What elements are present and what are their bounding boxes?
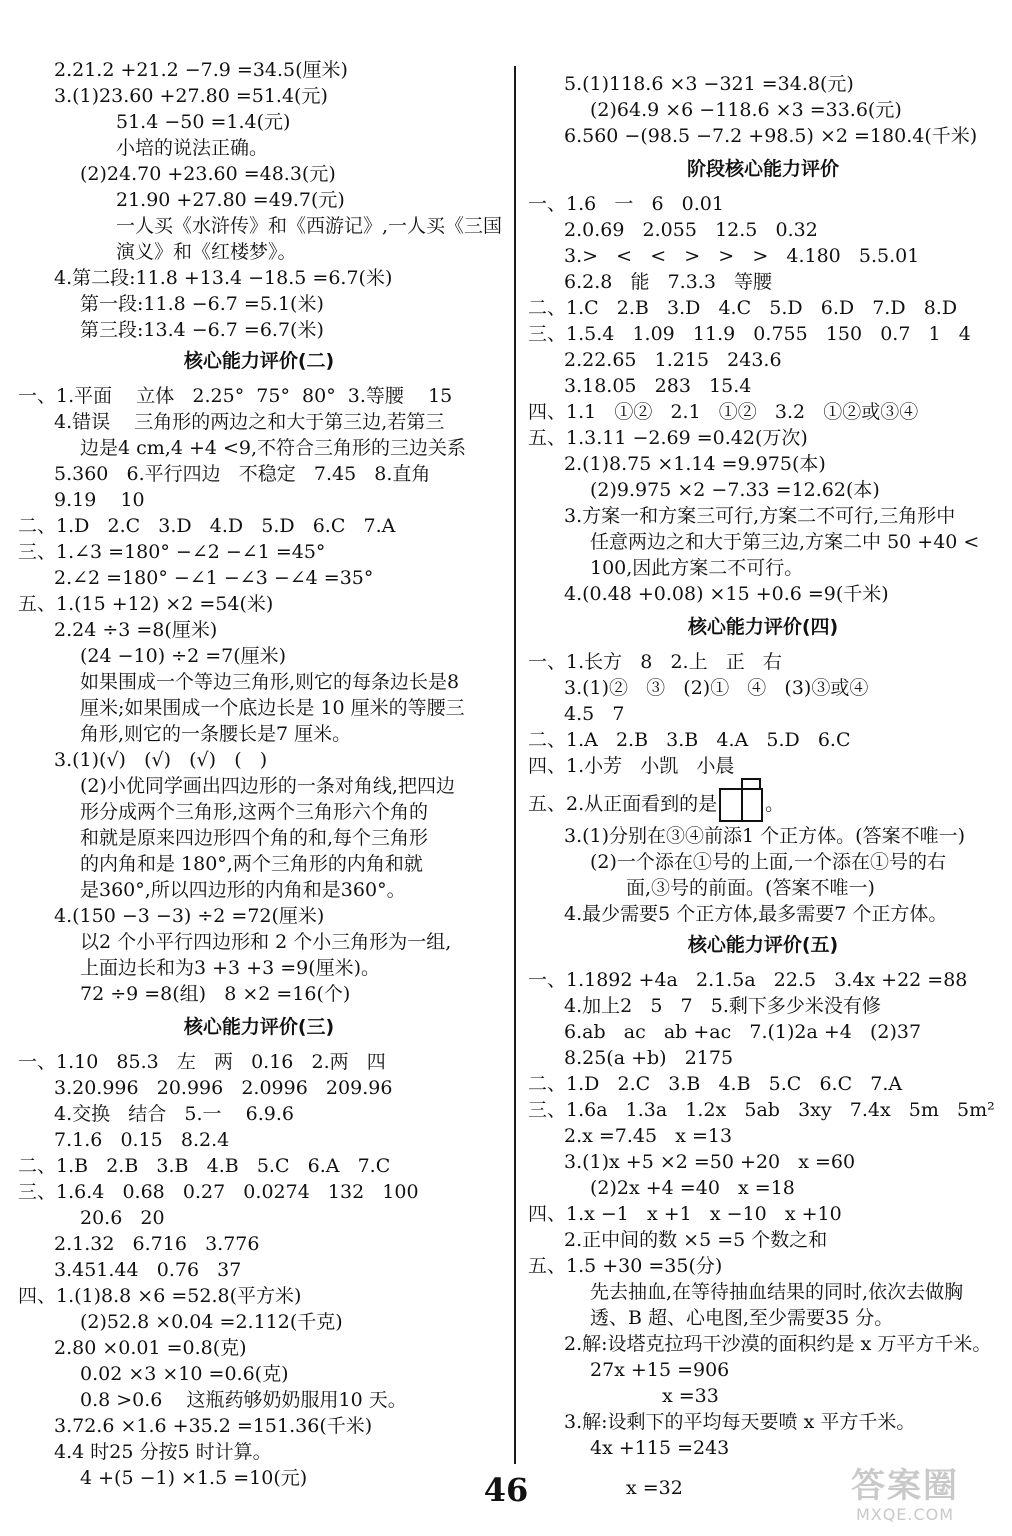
answer-line: 2.21.2 +21.2 −7.9 =34.5(厘米) <box>54 59 348 81</box>
answer-line: 二、1.B 2.B 3.B 4.B 5.C 6.A 7.C <box>18 1155 391 1177</box>
answer-line: 4.第二段:11.8 +13.4 −18.5 =6.7(米) <box>54 267 393 289</box>
section-heading: 核心能力评价(五) <box>687 934 839 956</box>
answer-line: 面,③号的前面。(答案不唯一) <box>626 877 875 899</box>
watermark-text: 答案圈 <box>851 1466 959 1506</box>
answer-line: 二、1.A 2.B 3.B 4.A 5.D 6.C <box>528 729 851 751</box>
column-divider <box>514 66 516 1464</box>
answer-line: 2.24 ÷3 =8(厘米) <box>54 619 218 641</box>
answer-line: 4.(0.48 +0.08) ×15 +0.6 =9(千米) <box>564 583 889 605</box>
answer-line: 6.ab ac ab +ac 7.(1)2a +4 (2)37 <box>564 1021 922 1043</box>
answer-line: (2)24.70 +23.60 =48.3(元) <box>80 163 336 185</box>
answer-line: x =32 <box>626 1477 683 1499</box>
answer-line: 和就是原来四边形四个角的和,每个三角形 <box>80 827 429 849</box>
answer-line: 4.5 7 <box>564 703 625 725</box>
answer-line: 第三段:13.4 −6.7 =6.7(米) <box>80 319 324 341</box>
answer-line: 3.18.05 283 15.4 <box>564 375 752 397</box>
answer-text: 五、2.从正面看到的是 <box>528 793 718 815</box>
answer-line: 上面边长和为3 +3 +3 =9(厘米)。 <box>80 957 381 979</box>
answer-line: 三、1.6.4 0.68 0.27 0.0274 132 100 <box>18 1181 419 1203</box>
answer-line: (2)小优同学画出四边形的一条对角线,把四边 <box>80 775 455 797</box>
answer-line: 5.(1)118.6 ×3 −321 =34.8(元) <box>564 73 854 95</box>
section-heading: 核心能力评价(三) <box>183 1016 335 1038</box>
answer-line-with-view <box>528 786 784 822</box>
answer-line: 三、1.5.4 1.09 11.9 0.755 150 0.7 1 4 <box>528 323 971 345</box>
page-number: 46 <box>483 1471 529 1509</box>
answer-line: 2.80 ×0.01 =0.8(克) <box>54 1337 247 1359</box>
answer-line: 3.(1)(√) (√) (√) ( ) <box>54 749 268 771</box>
section-heading: 核心能力评价(四) <box>687 616 839 638</box>
answer-line: 一、1.平面 立体 2.25° 75° 80° 3.等腰 15 <box>18 385 453 407</box>
watermark-url: MXQE.COM <box>855 1505 955 1524</box>
answer-line: 72 ÷9 =8(组) 8 ×2 =16(个) <box>80 983 351 1005</box>
answer-line: 2.0.69 2.055 12.5 0.32 <box>564 219 818 241</box>
answer-line: 一、1.长方 8 2.上 正 右 <box>528 651 782 673</box>
answer-line: 五、1.3.11 −2.69 =0.42(万次) <box>528 427 808 449</box>
answer-line: 的内角和是 180°,两个三角形的内角和就 <box>80 853 423 875</box>
answer-line: 4.(150 −3 −3) ÷2 =72(厘米) <box>54 905 325 927</box>
answer-line: 3.方案一和方案三可行,方案二不可行,三角形中 <box>564 505 956 527</box>
answer-line: 4.4 时25 分按5 时计算。 <box>54 1441 272 1463</box>
answer-line: 21.90 +27.80 =49.7(元) <box>116 189 345 211</box>
answer-line: (2)64.9 ×6 −118.6 ×3 =33.6(元) <box>590 99 902 121</box>
answer-line: 边是4 cm,4 +4 <9,不符合三角形的三边关系 <box>80 437 467 459</box>
answer-line: 2.x =7.45 x =13 <box>564 1125 733 1147</box>
answer-line: 先去抽血,在等待抽血结果的同时,依次去做胸 <box>590 1281 964 1303</box>
answer-line: 0.8 >0.6 这瓶药够奶奶服用10 天。 <box>80 1389 407 1411</box>
answer-line: 四、1.x −1 x +1 x −10 x +10 <box>528 1203 842 1225</box>
answer-line: 4 +(5 −1) ×1.5 =10(元) <box>80 1467 308 1489</box>
answer-line: 一、1.10 85.3 左 两 0.16 2.两 四 <box>18 1051 386 1073</box>
answer-line: 51.4 −50 =1.4(元) <box>116 111 291 133</box>
answer-line: (2)一个添在①号的上面,一个添在①号的右 <box>590 851 946 873</box>
answer-line: 厘米;如果围成一个底边长是 10 厘米的等腰三 <box>80 697 465 719</box>
answer-line: 2.解:设塔克拉玛干沙漠的面积约是 x 万平方千米。 <box>564 1333 992 1355</box>
answer-line: 9.19 10 <box>54 489 145 511</box>
answer-line: 一人买《水浒传》和《西游记》,一人买《三国 <box>116 215 503 237</box>
answer-line: 3.20.996 20.996 2.0996 209.96 <box>54 1077 393 1099</box>
answer-line: 3.解:设剩下的平均每天要喷 x 平方千米。 <box>564 1411 916 1433</box>
answer-text-end: 。 <box>765 793 785 815</box>
answer-line: 第一段:11.8 −6.7 =5.1(米) <box>80 293 324 315</box>
answer-line: 3.(1)23.60 +27.80 =51.4(元) <box>54 85 328 107</box>
answer-line: 形分成两个三角形,这两个三角形六个角的 <box>80 801 429 823</box>
answer-line: 2.正中间的数 ×5 =5 个数之和 <box>564 1229 828 1251</box>
answer-line: 6.560 −(98.5 −7.2 +98.5) ×2 =180.4(千米) <box>564 125 978 147</box>
answer-line: 3.(1)② ③ (2)① ④ (3)③或④ <box>564 677 869 699</box>
answer-line: 四、1.1 ①② 2.1 ①② 3.2 ①②或③④ <box>528 401 919 423</box>
answer-line: 2.1.32 6.716 3.776 <box>54 1233 260 1255</box>
answer-line: 0.02 ×3 ×10 =0.6(克) <box>80 1363 289 1385</box>
answer-line: (2)52.8 ×0.04 =2.112(千克) <box>80 1311 343 1333</box>
answer-line: 角形,则它的一条腰长是7 厘米。 <box>80 723 352 745</box>
answer-line: 四、1.(1)8.8 ×6 =52.8(平方米) <box>18 1285 302 1307</box>
answer-line: (24 −10) ÷2 =7(厘米) <box>80 645 287 667</box>
answer-line: 100,因此方案二不可行。 <box>590 557 804 579</box>
answer-line: 如果围成一个等边三角形,则它的每条边长是8 <box>80 671 460 693</box>
answer-line: 3.451.44 0.76 37 <box>54 1259 242 1281</box>
answer-line: 二、1.C 2.B 3.D 4.C 5.D 6.D 7.D 8.D <box>528 297 958 319</box>
answer-line: 4.交换 结合 5.一 6.9.6 <box>54 1103 294 1125</box>
answer-line: 3.72.6 ×1.6 +35.2 =151.36(千米) <box>54 1415 373 1437</box>
answer-line: x =33 <box>662 1385 719 1407</box>
answer-line: (2)2x +4 =40 x =18 <box>590 1177 795 1199</box>
answer-line: 五、1.5 +30 =35(分) <box>528 1255 723 1277</box>
section-heading: 核心能力评价(二) <box>183 350 335 372</box>
answer-line: 三、1.6a 1.3a 1.2x 5ab 3xy 7.4x 5m 5m² <box>528 1099 995 1121</box>
watermark-logo <box>820 1466 990 1528</box>
answer-line: 是360°,所以四边形的内角和是360°。 <box>80 879 406 901</box>
answer-line: 7.1.6 0.15 8.2.4 <box>54 1129 230 1151</box>
answer-line: 3.> < < > > > 4.180 5.5.01 <box>564 245 920 267</box>
answer-line: 3.(1)x +5 ×2 =50 +20 x =60 <box>564 1151 856 1173</box>
answer-line: 27x +15 =906 <box>590 1359 730 1381</box>
answer-line: 5.360 6.平行四边 不稳定 7.45 8.直角 <box>54 463 431 485</box>
answer-line: 二、1.D 2.C 3.B 4.B 5.C 6.C 7.A <box>528 1073 903 1095</box>
answer-line: 2.22.65 1.215 243.6 <box>564 349 782 371</box>
answer-line: 任意两边之和大于第三边,方案二中 50 +40 < <box>590 531 980 553</box>
answer-line: 4x +115 =243 <box>590 1437 730 1459</box>
answer-line: 一、1.6 一 6 0.01 <box>528 193 724 215</box>
answer-line: 4.最少需要5 个正方体,最多需要7 个正方体。 <box>564 903 948 925</box>
answer-line: 二、1.D 2.C 3.D 4.D 5.D 6.C 7.A <box>18 515 396 537</box>
answer-line: 四、1.小芳 小凯 小晨 <box>528 755 735 777</box>
answer-line: 8.25(a +b) 2175 <box>564 1047 734 1069</box>
answer-line: 3.(1)分别在③④前添1 个正方体。(答案不唯一) <box>564 825 965 847</box>
answer-line: 4.加上2 5 7 5.剩下多少米没有修 <box>564 995 881 1017</box>
answer-line: 五、1.(15 +12) ×2 =54(米) <box>18 593 274 615</box>
section-heading: 阶段核心能力评价 <box>686 158 839 180</box>
answer-line: 一、1.1892 +4a 2.1.5a 22.5 3.4x +22 =88 <box>528 969 968 991</box>
answer-line: (2)9.975 ×2 −7.33 =12.62(本) <box>590 479 880 501</box>
answer-line: 小培的说法正确。 <box>116 137 269 159</box>
answer-line: 2.∠2 =180° −∠1 −∠3 −∠4 =35° <box>54 567 374 589</box>
answer-line: 20.6 20 <box>80 1207 165 1229</box>
answer-line: 4.错误 三角形的两边之和大于第三边,若第三 <box>54 411 445 433</box>
answer-line: 以2 个小平行四边形和 2 个小三角形为一组, <box>80 931 452 953</box>
front-view-grid-icon <box>719 788 763 822</box>
answer-line: 演义》和《红楼梦》。 <box>116 241 297 263</box>
answer-line: 6.2.8 能 7.3.3 等腰 <box>564 271 773 293</box>
answer-line: 三、1.∠3 =180° −∠2 −∠1 =45° <box>18 541 326 563</box>
answer-line: 2.(1)8.75 ×1.14 =9.975(本) <box>564 453 826 475</box>
answer-line: 透、B 超、心电图,至少需要35 分。 <box>590 1307 894 1329</box>
